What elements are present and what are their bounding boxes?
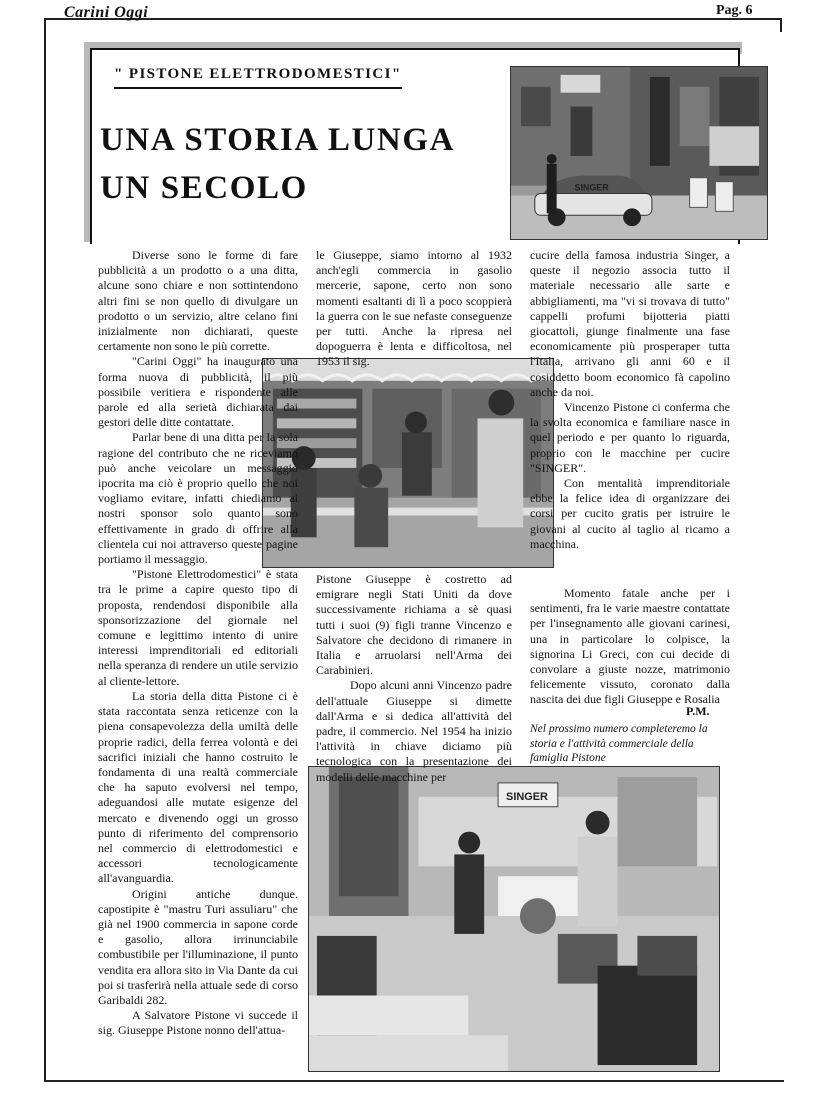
page-border: [44, 1080, 784, 1082]
paragraph: La storia della ditta Pistone ci è stata raccontata senza reticenze con la piena consapevolezza della umiltà delle proprie radici, della ferrea volontà e dei sacrifici iniziali che hanno costruito le fondamenta di una realtà commerciale che ha saputo evolversi nel tempo, adeguandosi alle mutate esigenze del mercato e divenendo oggi un grosso punto di riferimento del comprensorio nel commercio di elettrodomestici e accessori tecnologicamente all'avanguardia.: [98, 688, 298, 886]
paragraph: Momento fatale anche per i sentimenti, fra le varie maestre contattate per l'insegnamento alle giovani carinesi, una in particolare lo colpisce, la signorina Li Greci, con cui decide di convolare a giuste nozze, matrimonio felicemente vissuto, coronato dalla nascita dei due figli Giuseppe e Rosalia: [530, 586, 730, 707]
paragraph: Origini antiche dunque. capostipite è "mastru Turi assuliaru" che già nel 1900 commercia in sapone corde e gasolio, allora irrinunciabile combustibile per l'illuminazione, il punto vendita era allora sito in Via Dante da cui poi si trasferirà nella attuale sede di corso Garibaldi 282.: [98, 886, 298, 1007]
photo-sign-text: SINGER: [506, 790, 548, 803]
page-number: Pag. 6: [716, 3, 753, 18]
continuation-note: Nel prossimo numero completeremo la storia e l'attività commerciale della famiglia Pistone: [530, 723, 708, 764]
photo-sign-text: SINGER: [574, 182, 609, 193]
page-border: [780, 18, 782, 32]
paragraph: "Carini Oggi" ha inaugurato una forma nuova di pubblicità, il più possibile veritiera e rispondente alle parole ed alla serietà dichiarata dai gestori delle ditte contattate.: [98, 354, 298, 430]
article-kicker: " PISTONE ELETTRODOMESTICI": [114, 66, 402, 89]
photo-singer-showroom-image: [309, 767, 719, 1071]
author-initials: P.M.: [686, 704, 710, 718]
photo-shop-interior-image: [263, 359, 553, 567]
article-column-2-top: [316, 248, 512, 370]
article-headline: UNA STORIA LUNGA UN SECOLO: [100, 122, 454, 206]
photo-street-scene-image: [511, 67, 767, 239]
paragraph: Pistone Giuseppe è costretto ad emigrare negli Stati Uniti da dove successivamente richiama a sè quasi tutti i suoi (9) figli tranne Vincenzo e Salvatore che decidono di rimanere in Italia e arruolarsi nell'Arma dei Carabinieri.: [316, 572, 512, 678]
masthead: Carini Oggi: [64, 4, 149, 21]
paragraph: le Giuseppe, siamo intorno al 1932 anch'egli commercia in gasolio mercerie, sapone, certo non sono momenti esaltanti di lì a poco scoppierà la guerra con le sue nefaste conseguenze per tutti. Anche la ripresa nel dopoguerra è lenta e difficoltosa, nel 1953 il sig.: [316, 248, 512, 369]
paragraph: cucire della famosa industria Singer, a queste il negozio associa tutto il materiale necessario alle sarte e abbigliamenti, ma "vi si trovava di tutto" cappelli profumi bijotteria piatti giocattoli, giunge finalmente una fase economicamente più prosperaper tutta l'Italia, arrivano gli anni 60 e il cosiddetto boom economico fà capolino anche da noi.: [530, 248, 730, 399]
paragraph: Diverse sono le forme di fare pubblicità a un prodotto o a una ditta, alcune sono chiare e non sottintendono altri fini se non quello di divulgare un prodotto o un servizio, altre celano fini inizialmente non dichiarati, queste certamente non sono le più corrette.: [98, 248, 298, 354]
paragraph: Dopo alcuni anni Vincenzo padre dell'attuale Giuseppe si dimette dall'Arma e si dedica all'attività del padre, il commercio. Nel 1954 ha inizio l'attività in chiave diciamo più tecnologica con la presentazione dei modelli delle macchine per: [316, 678, 512, 784]
paragraph: Con mentalità imprenditoriale ebbe la felice idea di organizzare dei corsi per cucito gratis per istruire le giovani al cucito al taglio al ricamo a macchina.: [530, 476, 730, 551]
article-column-3-top: [530, 248, 730, 552]
paragraph: Vincenzo Pistone ci conferma che la svolta economica e familiare nasce in quel periodo e per quanto lo riguarda, proprio con le macchine per cucire "SINGER".: [530, 400, 730, 475]
paragraph: "Pistone Elettrodomestici" è stata tra le prime a capire questo tipo di proposta, rendendosi disponibile alla sponsorizzazione del giornale nel comune e legittimo intento di unire interessi imprenditoriali ed editoriali nella speranza di rendere un utile servizio al cliente-lettore.: [98, 567, 298, 688]
photo-street-scene: [510, 66, 768, 240]
page-border: [44, 18, 782, 20]
page-border: [44, 18, 46, 1080]
article-column-2-bottom: [316, 572, 512, 785]
photo-shop-interior: [262, 358, 554, 568]
article-column-3-bottom: [530, 586, 730, 708]
paragraph: A Salvatore Pistone vi succede il sig. Giuseppe Pistone nonno dell'attua-: [98, 1008, 298, 1038]
paragraph: Parlar bene di una ditta per la sola ragione del contributo che ne riceviamo può anche veicolare un messaggio ipocrita ma ciò è proprio quello che noi vogliamo evitare, infatti chiediamo ai nostri sponsor solo quanto sono effettivamente in grado di offrire alla clientela cui noi attraverso queste pagine portiamo il messaggio.: [98, 430, 298, 567]
photo-singer-showroom: [308, 766, 720, 1072]
article-column-1: [98, 248, 298, 1039]
